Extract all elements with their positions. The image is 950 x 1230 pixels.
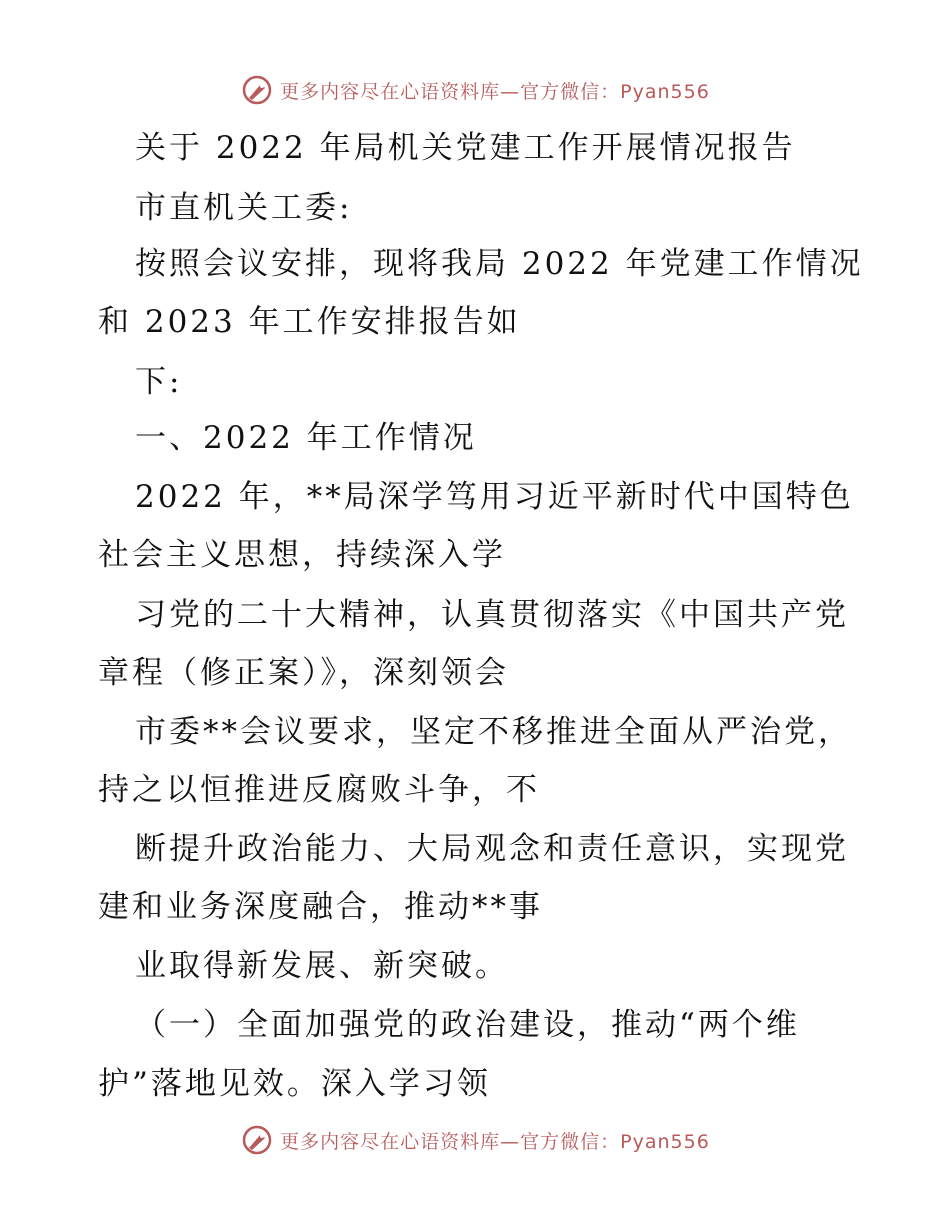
paragraph-line: 建和业务深度融合，推动**事 <box>98 889 543 925</box>
paragraph-line: 市委**会议要求，坚定不移推进全面从严治党， <box>135 714 852 750</box>
paragraph-line: 习党的二十大精神，认真贯彻落实《中国共产党 <box>135 597 849 633</box>
paragraph-line: 业取得新发展、新突破。 <box>135 948 509 984</box>
watermark-text: 更多内容尽在心语资料库—官方微信：Pyan556 <box>280 1130 710 1153</box>
pen-nib-logo-icon <box>240 1123 274 1157</box>
footer-watermark <box>0 1120 950 1160</box>
paragraph-line: 章程（修正案）》，深刻领会 <box>98 655 509 691</box>
header-watermark <box>0 70 950 110</box>
paragraph-line: 按照会议安排，现将我局 2022 年党建工作情况 <box>135 246 864 282</box>
subsection-heading: （一）全面加强党的政治建设，推动“两个维 <box>135 1007 800 1043</box>
paragraph-line: 护”落地见效。深入学习领 <box>98 1066 491 1102</box>
addressee: 市直机关工委: <box>135 190 353 226</box>
paragraph-line: 断提升政治能力、大局观念和责任意识，实现党 <box>135 831 849 867</box>
paragraph-line: 持之以恒推进反腐败斗争，不 <box>98 772 540 808</box>
document-title: 关于 2022 年局机关党建工作开展情况报告 <box>135 130 796 166</box>
section-heading: 一、2022 年工作情况 <box>135 420 477 456</box>
pen-nib-logo-icon <box>240 73 274 107</box>
watermark-text: 更多内容尽在心语资料库—官方微信：Pyan556 <box>280 80 710 103</box>
paragraph-line: 2022 年，**局深学笃用习近平新时代中国特色 <box>135 479 854 515</box>
paragraph-line: 和 2023 年工作安排报告如 <box>98 304 521 340</box>
paragraph-line: 社会主义思想，持续深入学 <box>98 537 506 573</box>
paragraph-line: 下: <box>135 364 183 400</box>
